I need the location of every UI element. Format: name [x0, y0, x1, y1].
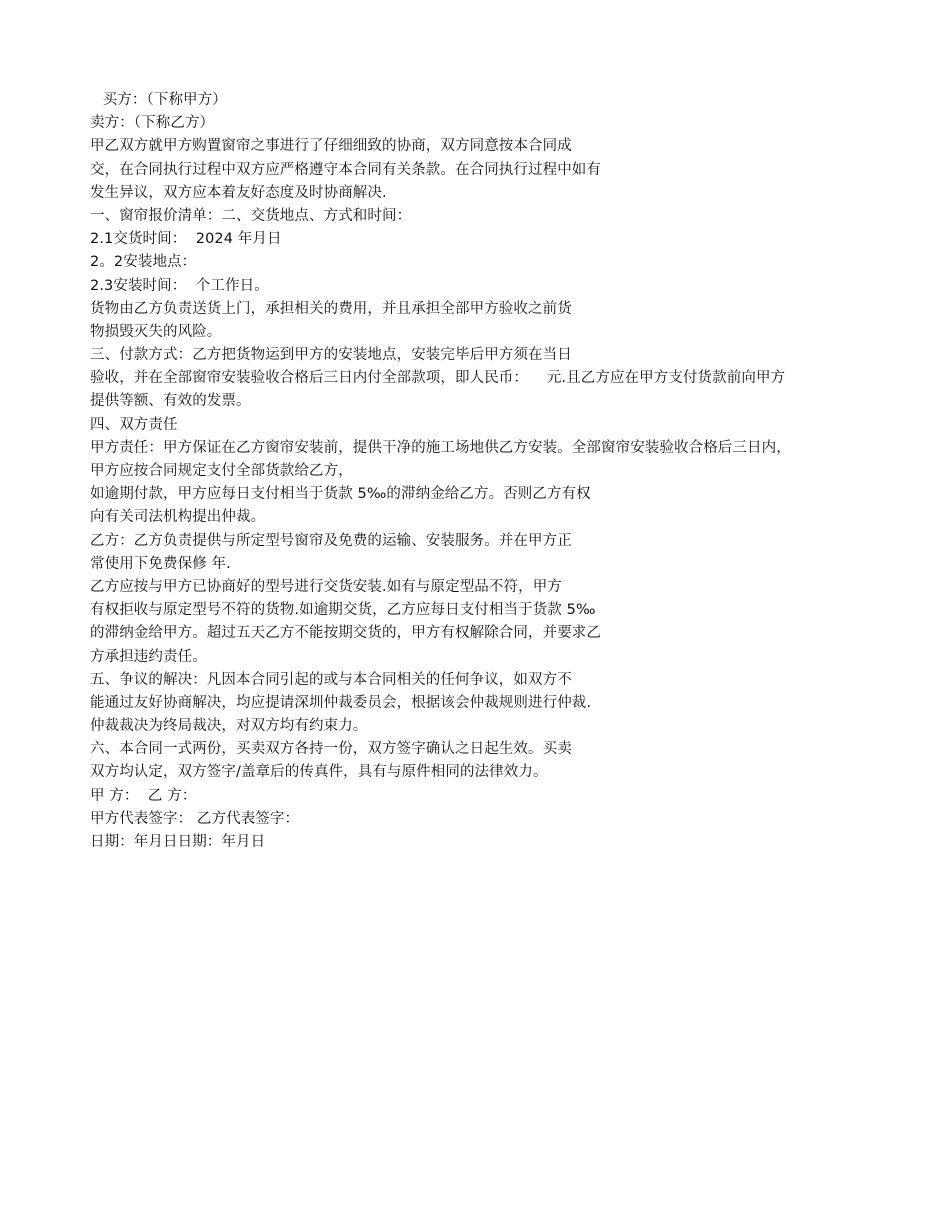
dispute-2: 能通过友好协商解决，均应提请深圳仲裁委员会，根据该会仲裁规则进行仲裁.	[90, 694, 592, 711]
party-b-duty-2: 常使用下免费保修 年.	[90, 555, 231, 572]
party-b-duty-3: 乙方应按与甲方已协商好的型号进行交货安装.如有与原定型品不符，甲方	[90, 578, 562, 595]
delivery-terms-1: 货物由乙方负责送货上门，承担相关的费用，并且承担全部甲方验收之前货	[90, 300, 572, 317]
dispute-1: 五、争议的解决：凡因本合同引起的或与本合同相关的任何争议，如双方不	[90, 671, 572, 688]
party-a-duty-3: 如逾期付款，甲方应每日支付相当于货款 5‰的滞纳金给乙方。否则乙方有权	[90, 486, 591, 503]
install-time: 2.3安装时间： 个工作日。	[90, 277, 269, 294]
party-a-duty-1: 甲方责任：甲方保证在乙方窗帘安装前，提供干净的施工场地供乙方安装。全部窗帘安装验收合格后三日内，	[90, 439, 791, 456]
signature-parties: 甲 方： 乙 方：	[90, 787, 197, 804]
party-a-duty-4: 向有关司法机构提出仲裁。	[90, 509, 266, 526]
payment-terms-1: 三、付款方式：乙方把货物运到甲方的安装地点，安装完毕后甲方须在当日	[90, 347, 572, 364]
section-4-heading: 四、双方责任	[90, 416, 178, 433]
party-b-duty-5: 的滞纳金给甲方。超过五天乙方不能按期交货的，甲方有权解除合同，并要求乙	[90, 625, 601, 642]
delivery-time: 2.1交货时间： 2024 年月日	[90, 231, 282, 248]
party-b-duty-6: 方承担违约责任。	[90, 648, 207, 665]
delivery-terms-2: 物损毁灭失的风险。	[90, 323, 222, 340]
copies-2: 双方均认定，双方签字/盖章后的传真件，具有与原件相同的法律效力。	[90, 764, 548, 781]
install-location: 2。2安装地点：	[90, 254, 197, 271]
seller-line: 卖方：（下称乙方）	[90, 115, 215, 132]
intro-line-3: 发生异议，双方应本着友好态度及时协商解决.	[90, 184, 387, 201]
buyer-line: 买方：（下称甲方）	[98, 92, 227, 108]
party-b-duty-1: 乙方：乙方负责提供与所定型号窗帘及免费的运输、安装服务。并在甲方正	[90, 532, 572, 549]
intro-line-2: 交，在合同执行过程中双方应严格遵守本合同有关条款。在合同执行过程中如有	[90, 161, 601, 178]
payment-terms-3: 提供等额、有效的发票。	[90, 393, 251, 410]
signature-representatives: 甲方代表签字： 乙方代表签字：	[90, 810, 300, 827]
copies-1: 六、本合同一式两份，买卖双方各持一份，双方签字确认之日起生效。买卖	[90, 741, 572, 758]
party-a-duty-2: 甲方应按合同规定支付全部货款给乙方，	[90, 463, 353, 479]
section-1-2-heading: 一、窗帘报价清单：二、交货地点、方式和时间：	[90, 207, 412, 224]
payment-terms-2: 验收，并在全部窗帘安装验收合格后三日内付全部款项，即人民币： 元.且乙方应在甲方支付货款前向甲方	[90, 370, 786, 387]
intro-line-1: 甲乙双方就甲方购置窗帘之事进行了仔细细致的协商，双方同意按本合同成	[90, 138, 572, 155]
party-b-duty-4: 有权拒收与原定型号不符的货物.如逾期交货，乙方应每日支付相当于货款 5‰	[90, 602, 596, 619]
dispute-3: 仲裁裁决为终局裁决，对双方均有约束力。	[90, 718, 368, 735]
signature-dates: 日期：年月日日期：年月日	[90, 834, 266, 850]
contract-text	[90, 89, 890, 854]
